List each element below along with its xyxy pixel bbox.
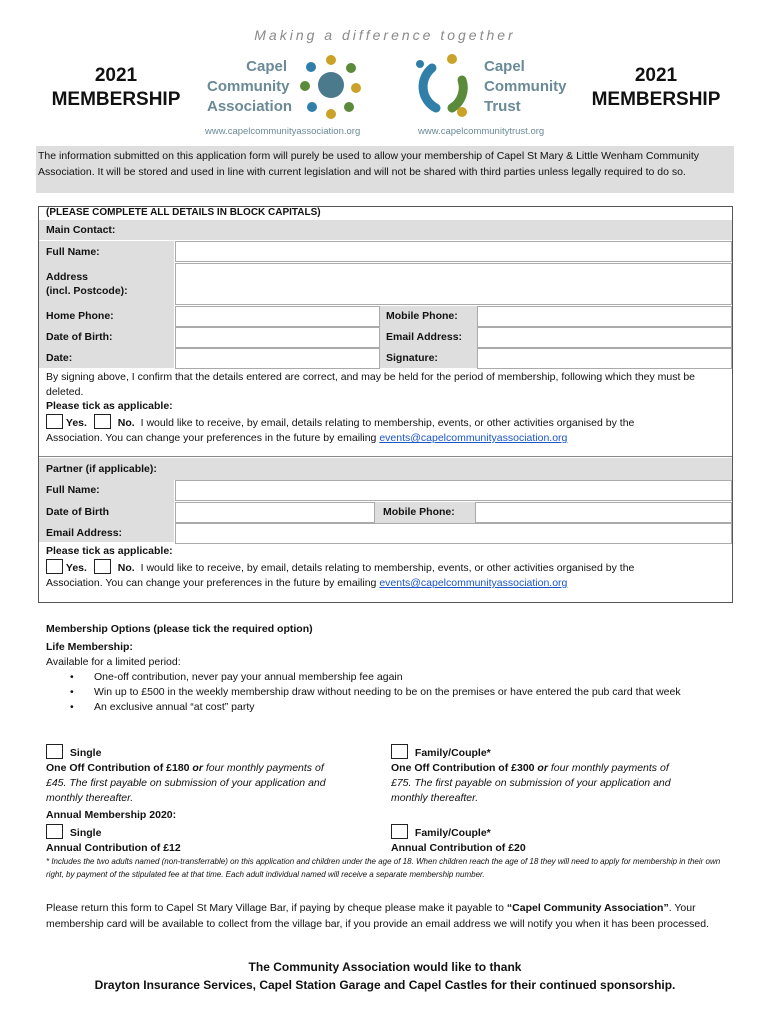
right-year: 2021	[634, 65, 678, 86]
divider	[39, 456, 732, 457]
available-label: Available for a limited period:	[46, 656, 181, 668]
annual-family-option	[391, 824, 731, 856]
main-contact-label: Main Contact:	[46, 224, 116, 236]
footnote: * Includes the two adults named (non-transferrable) on this application and children under the age of 18. When children reach the age of 18 they will need to apply for membership in their own right, by payment of the stipulated fee at that time. Each adult individual named will receive a separate membership number.	[46, 857, 721, 879]
logo1-line2: Community	[207, 78, 290, 95]
thanks-line-1: The Community Association would like to thank	[248, 960, 522, 974]
sponsor-thanks	[0, 958, 770, 994]
home-phone-label: Home Phone:	[46, 310, 114, 322]
tagline: Making a difference together	[254, 27, 516, 43]
return-text-2: . Your membership card will be available to collect from the village bar, if you provide an email address we will notify you when it has been processed.	[46, 902, 710, 930]
life-benefits-list	[70, 670, 720, 715]
annual-single-amount: Annual Contribution of £12	[46, 842, 181, 854]
return-instructions	[46, 900, 726, 932]
annual-single-option	[46, 824, 376, 856]
home-phone-field[interactable]	[175, 306, 380, 327]
annual-family-checkbox[interactable]	[391, 824, 408, 839]
partner-tick-label: Please tick as applicable:	[46, 545, 173, 557]
partner-prefs-line2: Association. You can change your preferences in the future by emailing	[46, 577, 377, 589]
life-family-monthly-1: four monthly payments of	[550, 762, 669, 774]
logo2-url: www.capelcommunitytrust.org	[418, 126, 545, 137]
right-title: MEMBERSHIP	[591, 89, 721, 110]
yes-label: Yes.	[65, 417, 87, 429]
benefit-item: • An exclusive annual “at cost” party	[70, 700, 720, 715]
logo1-line3: Association	[207, 98, 293, 115]
benefit-item: • One-off contribution, never pay your annual membership fee again	[70, 670, 720, 685]
return-text-1: Please return this form to Capel St Mary Village Bar, if paying by cheque please make it payable to	[46, 902, 504, 914]
tick-label: Please tick as applicable:	[46, 400, 173, 412]
consent-text: By signing above, I confirm that the details entered are correct, and may be held for the period of membership, following which they must be deleted.	[46, 371, 696, 398]
email-field[interactable]	[477, 327, 732, 348]
annual-family-label: Family/Couple*	[414, 827, 491, 839]
date-label: Date:	[46, 352, 73, 364]
label-column	[39, 241, 174, 368]
main-contact-row	[39, 220, 732, 240]
partner-mobile-label: Mobile Phone:	[383, 506, 455, 518]
logo2-text	[484, 57, 567, 117]
life-single-option	[46, 744, 376, 806]
life-family-checkbox[interactable]	[391, 744, 408, 759]
life-family-option	[391, 744, 731, 806]
partner-dob-field[interactable]	[175, 502, 375, 523]
logo1-text	[207, 57, 293, 117]
events-email-link[interactable]: events@capelcommunityassociation.org	[379, 432, 568, 444]
left-year: 2021	[94, 65, 138, 86]
benefit-item: • Win up to £500 in the weekly membership draw without needing to be on the premises or have entered the pub card that week	[70, 685, 720, 700]
prefs-line1: I would like to receive, by email, details relating to membership, events, or other activities organised by the	[140, 417, 635, 429]
logo1-line1: Capel	[246, 58, 287, 75]
email-label: Email Address:	[386, 331, 463, 343]
partner-full-name-field[interactable]	[175, 480, 732, 501]
life-family-monthly-3: monthly thereafter.	[391, 792, 479, 804]
partner-prefs-block	[46, 559, 730, 591]
prefs-block	[46, 414, 730, 446]
partner-mobile-field[interactable]	[475, 502, 732, 523]
partner-email-field[interactable]	[175, 523, 732, 544]
life-single-checkbox[interactable]	[46, 744, 63, 759]
logo2-line1: Capel	[484, 58, 525, 75]
full-name-label: Full Name:	[46, 246, 100, 258]
signature-label: Signature:	[386, 352, 438, 364]
life-family-amount: One Off Contribution of £300	[391, 762, 535, 774]
privacy-notice: The information submitted on this application form will purely be used to allow your membership of Capel St Mary & Little Wenham Community Association. It will be stored and used in line with current legislation and will not be shared with third parties unless legally required to do so.	[36, 146, 734, 193]
address-label-2: (incl. Postcode):	[46, 285, 128, 297]
partner-prefs-line1: I would like to receive, by email, details relating to membership, events, or other activities organised by the	[140, 562, 635, 574]
dob-label: Date of Birth:	[46, 331, 113, 343]
life-single-monthly-1: four monthly payments of	[205, 762, 324, 774]
mobile-phone-label: Mobile Phone:	[386, 310, 458, 322]
annual-family-amount: Annual Contribution of £20	[391, 842, 526, 854]
mobile-phone-field[interactable]	[477, 306, 732, 327]
life-membership-label: Life Membership:	[46, 641, 133, 653]
logo2-line3: Trust	[484, 98, 521, 115]
date-field[interactable]	[175, 348, 380, 369]
annual-single-label: Single	[69, 827, 102, 839]
life-single-monthly-3: monthly thereafter.	[46, 792, 134, 804]
life-single-amount: One Off Contribution of £180	[46, 762, 190, 774]
address-field[interactable]	[175, 263, 732, 305]
community-trust-logo-icon	[406, 50, 484, 118]
or-text: or	[192, 762, 203, 774]
logo1-url: www.capelcommunityassociation.org	[205, 126, 361, 137]
no-checkbox[interactable]	[94, 414, 111, 429]
partner-dob-label: Date of Birth	[46, 506, 109, 518]
prefs-line2: Association. You can change your preferences in the future by emailing	[46, 432, 377, 444]
no-label: No.	[117, 417, 135, 429]
full-name-field[interactable]	[175, 241, 732, 262]
options-heading: Membership Options (please tick the required option)	[46, 623, 313, 635]
community-association-logo-icon	[293, 50, 373, 120]
thanks-line-2: Drayton Insurance Services, Capel Station Garage and Capel Castles for their continued sponsorship.	[94, 978, 676, 992]
life-family-monthly-2: £75. The first payable on submission of your application and	[391, 777, 671, 789]
life-single-label: Single	[69, 747, 102, 759]
left-title: MEMBERSHIP	[51, 89, 181, 110]
partner-email-label: Email Address:	[46, 527, 123, 539]
partner-events-email-link[interactable]: events@capelcommunityassociation.org	[379, 577, 568, 589]
yes-checkbox[interactable]	[46, 414, 63, 429]
partner-yes-label: Yes.	[65, 562, 87, 574]
logo2-line2: Community	[484, 78, 567, 95]
partner-no-label: No.	[117, 562, 135, 574]
partner-no-checkbox[interactable]	[94, 559, 111, 574]
annual-membership-label: Annual Membership 2020:	[46, 809, 177, 821]
dob-field[interactable]	[175, 327, 380, 348]
address-label-1: Address	[46, 271, 89, 283]
or-text: or	[537, 762, 548, 774]
form-instruction: (PLEASE COMPLETE ALL DETAILS IN BLOCK CAPITALS)	[46, 207, 321, 218]
annual-single-checkbox[interactable]	[46, 824, 63, 839]
payee-name: “Capel Community Association”	[506, 902, 669, 914]
partner-full-name-label: Full Name:	[46, 484, 100, 496]
life-family-label: Family/Couple*	[414, 747, 491, 759]
signature-field[interactable]	[477, 348, 732, 369]
partner-label: Partner (if applicable):	[46, 463, 157, 475]
life-single-monthly-2: £45. The first payable on submission of your application and	[46, 777, 326, 789]
partner-yes-checkbox[interactable]	[46, 559, 63, 574]
